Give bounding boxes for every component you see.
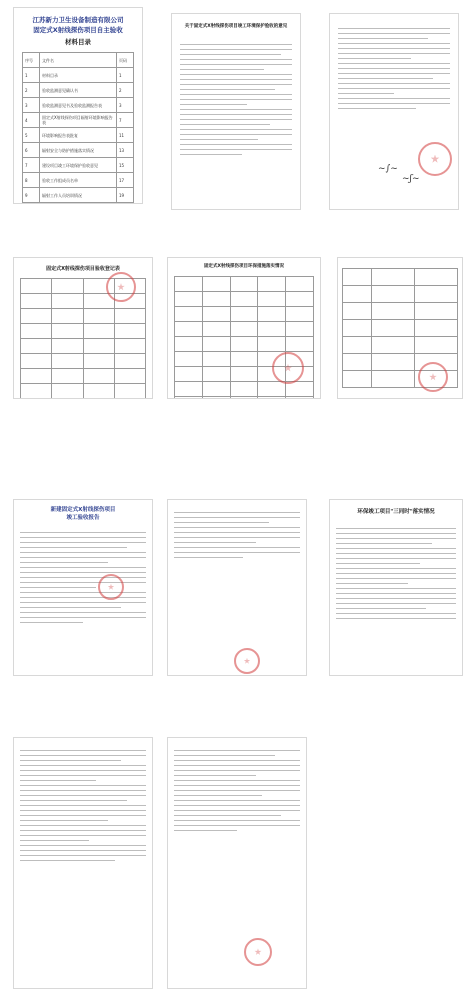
table-cell: 15	[117, 158, 134, 173]
table-cell: 验收监测意见确认书	[40, 83, 117, 98]
table-cell: 19	[117, 188, 134, 203]
document-page-6	[338, 258, 462, 398]
document-page-10	[14, 738, 152, 988]
text-block	[174, 508, 300, 562]
table-cell: 1	[23, 68, 40, 83]
table-row	[23, 143, 134, 158]
table-cell: 验收监测意见书及验收监测报告表	[40, 98, 117, 113]
table-cell: 13	[117, 143, 134, 158]
table-cell: 辐射工作人员培训情况	[40, 188, 117, 203]
material-table	[22, 52, 134, 203]
table-cell: 8	[23, 173, 40, 188]
table-cell: 2	[23, 83, 40, 98]
table-cell: 9	[23, 188, 40, 203]
text-block	[338, 24, 450, 113]
official-seal	[98, 574, 124, 600]
header-cell: 文件名	[40, 53, 117, 68]
table-row	[23, 98, 134, 113]
document-page-8	[168, 500, 306, 675]
official-seal	[106, 272, 136, 302]
table-cell: 2	[117, 83, 134, 98]
table-cell: 6	[23, 143, 40, 158]
official-seal	[418, 142, 452, 176]
document-page-1	[14, 8, 142, 203]
table-row	[23, 188, 134, 203]
document-subtitle: 固定式X射线探伤项目自主验收	[33, 26, 123, 34]
table-cell: 材料目录	[40, 68, 117, 83]
table-cell: 环境影响报告表批复	[40, 128, 117, 143]
text-block	[180, 40, 292, 159]
document-page-11	[168, 738, 306, 988]
official-seal	[234, 648, 260, 674]
table-cell: 7	[23, 158, 40, 173]
table-row	[23, 113, 134, 128]
table-cell: 17	[117, 173, 134, 188]
header-cell: 页码	[117, 53, 134, 68]
page-heading: 环保竣工项目"三同时"落实情况	[357, 509, 435, 515]
page-heading: 新建固定式X射线探伤项目	[50, 507, 116, 513]
table-cell: 11	[117, 128, 134, 143]
text-block	[20, 746, 146, 865]
document-page-7	[14, 500, 152, 675]
table-row	[23, 83, 134, 98]
table-row	[23, 173, 134, 188]
table-header-row	[23, 53, 134, 68]
table-cell: 3	[23, 98, 40, 113]
document-page-2	[172, 14, 300, 209]
page-subheading: 竣工验收报告	[66, 515, 100, 521]
header-cell: 序号	[23, 53, 40, 68]
company-name: 江苏新力卫生设备制造有限公司	[32, 16, 124, 24]
table-cell: 3	[117, 98, 134, 113]
page-heading: 材料目录	[65, 38, 91, 46]
table-cell: 1	[117, 68, 134, 83]
table-cell: 4	[23, 113, 40, 128]
table-cell: 7	[117, 113, 134, 128]
document-page-9	[330, 500, 462, 675]
table-cell: 5	[23, 128, 40, 143]
document-page-4	[14, 258, 152, 398]
signature: ~∫~	[378, 164, 398, 174]
text-block	[20, 528, 146, 627]
text-block	[336, 524, 456, 623]
table-cell: 辐射安全与防护措施落实情况	[40, 143, 117, 158]
table-cell: 固定式X射线探伤项目辐射环境影响报告表	[40, 113, 117, 128]
text-block	[174, 746, 300, 835]
official-seal	[272, 352, 304, 384]
table-row	[23, 128, 134, 143]
page-heading: 关于固定式X射线探伤项目竣工环境保护验收的意见	[184, 24, 288, 29]
signature: ~ʃ~	[402, 174, 420, 184]
page-heading: 固定式X射线探伤项目环保措施落实情况	[204, 264, 284, 269]
table-cell: 建设项目竣工环境保护验收意见	[40, 158, 117, 173]
table-row	[23, 68, 134, 83]
page-heading: 固定式X射线探伤项目验收登记表	[46, 266, 120, 272]
table-cell: 验收工作组成员名单	[40, 173, 117, 188]
document-page-5	[168, 258, 320, 398]
document-page-3	[330, 14, 458, 209]
table-row	[23, 158, 134, 173]
official-seal	[418, 362, 448, 392]
official-seal	[244, 938, 272, 966]
